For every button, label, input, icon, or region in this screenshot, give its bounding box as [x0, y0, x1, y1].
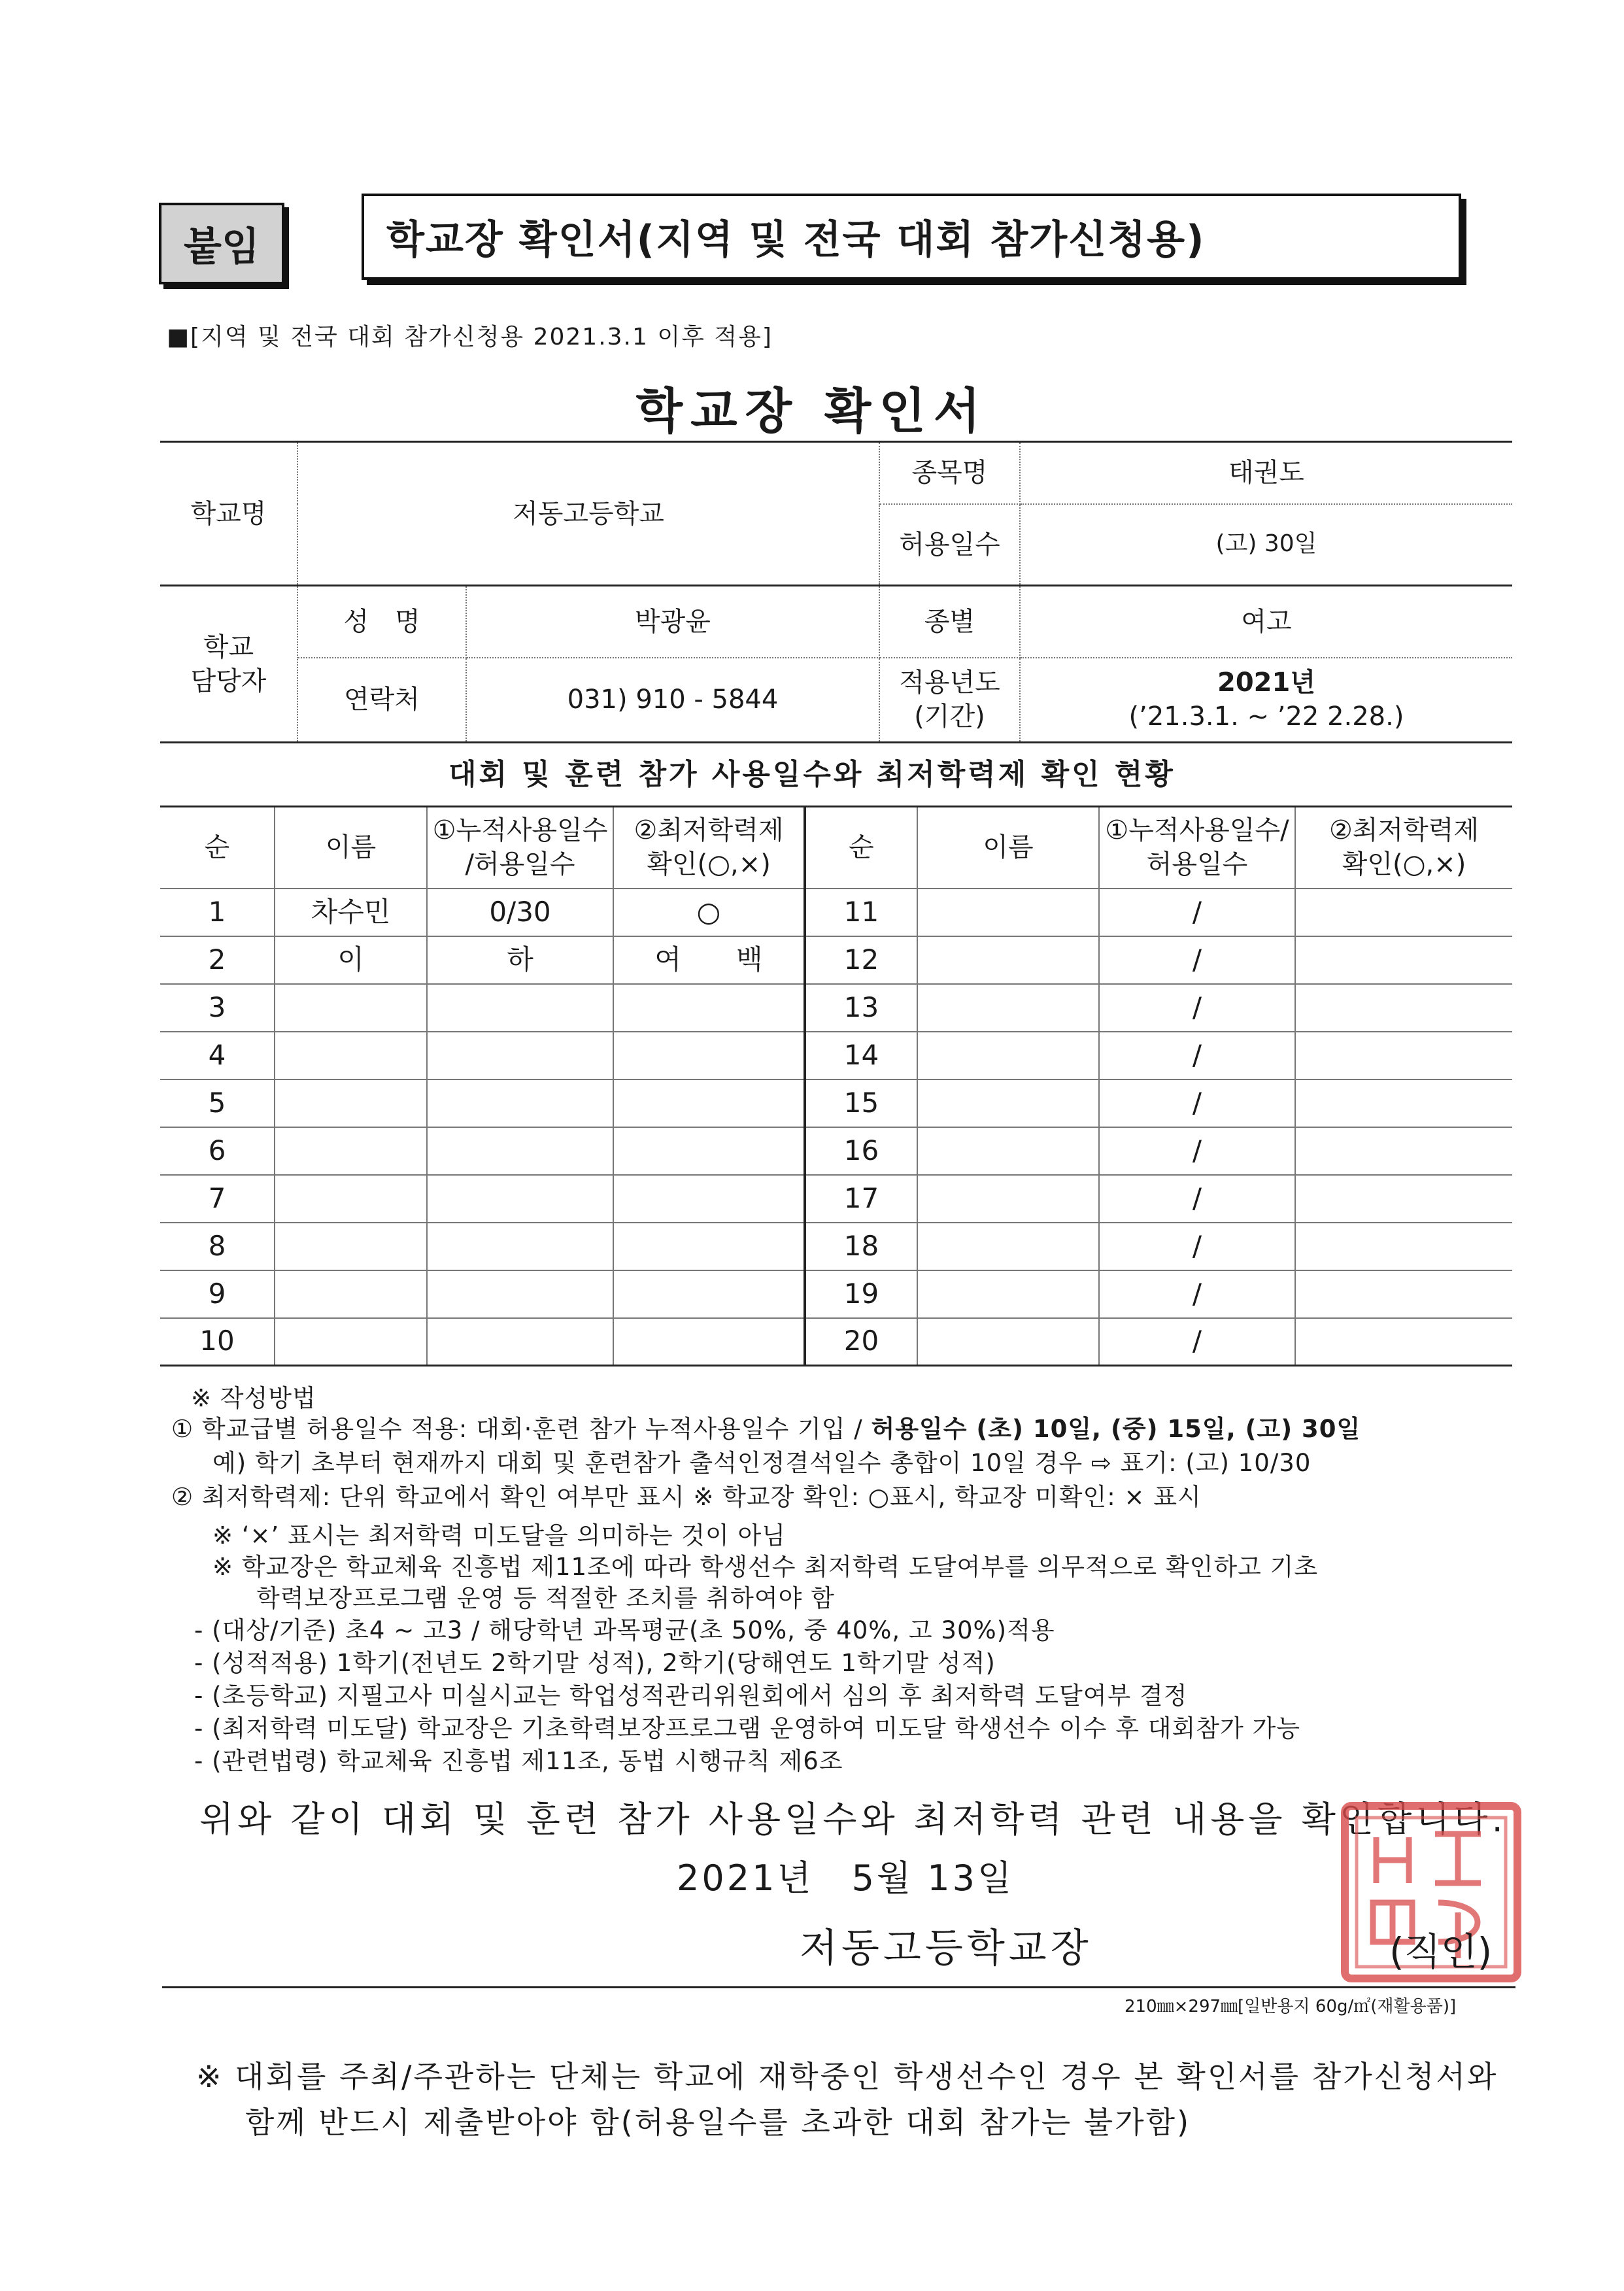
notice-line-2: 함께 반드시 제출받아야 함(허용일수를 초과한 대회 참가는 불가함) — [245, 2105, 1191, 2140]
table-row — [160, 1175, 1512, 1223]
apply-note: ■[지역 및 전국 대회 참가신청용 2021.3.1 이후 적용] — [167, 324, 773, 350]
academic-check-left — [613, 1175, 805, 1223]
academic-check-right — [1295, 1318, 1512, 1366]
days-used-left — [427, 1270, 613, 1318]
academic-check-right — [1295, 1032, 1512, 1079]
student-name-left — [275, 1175, 427, 1223]
row-number-right: 12 — [805, 936, 917, 984]
form-title-box: 학교장 확인서(지역 및 전국 대회 참가신청용) — [362, 194, 1461, 280]
student-name-left: 이 — [275, 936, 427, 984]
academic-check-right — [1295, 984, 1512, 1032]
academic-check-left — [613, 1032, 805, 1079]
row-number-left: 10 — [160, 1318, 275, 1366]
allowed-days-value: (고) 30일 — [1020, 504, 1512, 586]
row-number-left: 1 — [160, 889, 275, 936]
table-row — [160, 1079, 1512, 1127]
contact-label: 연락처 — [297, 658, 466, 743]
student-name-left — [275, 984, 427, 1032]
col-no-right: 순 — [805, 807, 917, 889]
academic-check-right — [1295, 1223, 1512, 1270]
days-used-right: / — [1099, 1175, 1295, 1223]
row-number-right: 13 — [805, 984, 917, 1032]
row-number-left: 9 — [160, 1270, 275, 1318]
academic-check-left: ○ — [613, 889, 805, 936]
period-label-line2: (기간) — [914, 702, 985, 732]
col-name-left: 이름 — [275, 807, 427, 889]
instruction-line-2: 예) 학기 초부터 현재까지 대회 및 훈련참가 출석인정결석일수 총합이 10일 경우 ⇨ 표기: (고) 10/30 — [212, 1449, 1311, 1477]
student-name-right — [917, 1079, 1099, 1127]
manager-label-line1: 학교 — [203, 632, 254, 662]
table-row — [160, 1270, 1512, 1318]
table-row — [160, 1032, 1512, 1079]
issue-date: 2021년 5월 13일 — [677, 1858, 1015, 1899]
student-name-right — [917, 889, 1099, 936]
days-used-left — [427, 1318, 613, 1366]
status-table — [160, 806, 1512, 1366]
notice-line-1: ※ 대회를 주최/주관하는 단체는 학교에 재학중인 학생선수인 경우 본 확인서를 참가신청서와 — [196, 2059, 1498, 2094]
instruction-line-1 — [171, 1409, 1361, 1444]
student-name-right — [917, 1223, 1099, 1270]
student-name-left — [275, 1223, 427, 1270]
academic-check-left — [613, 1223, 805, 1270]
instruction-line-6: 학력보장프로그램 운영 등 적절한 조치를 취하여야 함 — [256, 1584, 835, 1612]
row-number-left: 8 — [160, 1223, 275, 1270]
col-days-left — [427, 807, 613, 889]
instruction-line-11: - (관련법령) 학교체육 진흥법 제11조, 동법 시행규칙 제6조 — [194, 1747, 843, 1775]
academic-check-left — [613, 984, 805, 1032]
instruction-line-10: - (최저학력 미도달) 학교장은 기초학력보장프로그램 운영하여 미도달 학생선수 이수 후 대회참가 가능 — [194, 1714, 1301, 1742]
school-name-value: 저동고등학교 — [297, 442, 879, 586]
days-used-right: / — [1099, 984, 1295, 1032]
row-number-left: 5 — [160, 1079, 275, 1127]
table-row — [160, 889, 1512, 936]
col-no-left: 순 — [160, 807, 275, 889]
row-number-left: 7 — [160, 1175, 275, 1223]
table-row — [160, 1127, 1512, 1175]
principal-name: 저동고등학교장 — [800, 1926, 1092, 1971]
academic-check-left: 여 백 — [613, 936, 805, 984]
col-check-left-line1: ②최저학력제 — [634, 815, 784, 846]
instruction-line-3: ② 최저학력제: 단위 학교에서 확인 여부만 표시 ※ 학교장 확인: ○표시, 학교장 미확인: × 표시 — [171, 1483, 1202, 1511]
student-name-right — [917, 1032, 1099, 1079]
academic-check-left — [613, 1270, 805, 1318]
days-used-right: / — [1099, 1032, 1295, 1079]
row-number-left: 3 — [160, 984, 275, 1032]
row-number-right: 18 — [805, 1223, 917, 1270]
instruction-line-7: - (대상/기준) 초4 ~ 고3 / 해당학년 과목평균(초 50%, 중 40%, 고 30%)적용 — [194, 1616, 1055, 1644]
col-check-right — [1295, 807, 1512, 889]
allowed-days-label: 허용일수 — [879, 504, 1020, 586]
row-number-right: 16 — [805, 1127, 917, 1175]
instruction-line-1-text: ① 학교급별 허용일수 적용: 대회·훈련 참가 누적사용일수 기입 / — [171, 1415, 871, 1443]
academic-check-left — [613, 1079, 805, 1127]
row-number-right: 15 — [805, 1079, 917, 1127]
period-label — [879, 658, 1020, 743]
table-row — [160, 1318, 1512, 1366]
student-name-left — [275, 1318, 427, 1366]
student-name-left — [275, 1270, 427, 1318]
instruction-line-5: ※ 학교장은 학교체육 진흥법 제11조에 따라 학생선수 최저학력 도달여부를 의무적으로 확인하고 기초 — [212, 1553, 1319, 1581]
table-row — [160, 1223, 1512, 1270]
days-used-left: 하 — [427, 936, 613, 984]
days-used-left: 0/30 — [427, 889, 613, 936]
contact-value: 031) 910 - 5844 — [466, 658, 879, 743]
col-name-right: 이름 — [917, 807, 1099, 889]
student-name-right — [917, 984, 1099, 1032]
days-used-right: / — [1099, 936, 1295, 984]
row-number-right: 17 — [805, 1175, 917, 1223]
days-used-left — [427, 1079, 613, 1127]
academic-check-right — [1295, 1175, 1512, 1223]
manager-label-line2: 담당자 — [190, 666, 267, 696]
col-check-right-line2: 확인(○,×) — [1342, 849, 1466, 880]
instruction-line-4: ※ ‘×’ 표시는 최저학력 미도달을 의미하는 것이 아님 — [212, 1521, 786, 1550]
col-check-left — [613, 807, 805, 889]
manager-name-value: 박광윤 — [466, 586, 879, 658]
academic-check-left — [613, 1127, 805, 1175]
col-days-right-line1: ①누적사용일수/ — [1105, 815, 1289, 846]
attachment-badge: 붙임 — [159, 203, 284, 284]
student-name-left: 차수민 — [275, 889, 427, 936]
student-name-right — [917, 1175, 1099, 1223]
col-days-left-line1: ①누적사용일수 — [432, 815, 608, 846]
days-used-left — [427, 1127, 613, 1175]
row-number-right: 19 — [805, 1270, 917, 1318]
table-row — [160, 984, 1512, 1032]
sport-value: 태권도 — [1020, 442, 1512, 504]
days-used-left — [427, 1223, 613, 1270]
col-check-left-line2: 확인(○,×) — [647, 849, 771, 880]
days-used-right: / — [1099, 1223, 1295, 1270]
period-year: 2021년 — [1217, 668, 1315, 698]
student-name-right — [917, 936, 1099, 984]
student-name-left — [275, 1032, 427, 1079]
row-number-left: 4 — [160, 1032, 275, 1079]
school-name-label: 학교명 — [160, 442, 297, 586]
days-used-left — [427, 1032, 613, 1079]
manager-name-label: 성 명 — [297, 586, 466, 658]
confirmation-text: 위와 같이 대회 및 훈련 참가 사용일수와 최저학력 관련 내용을 확인합니다. — [199, 1799, 1507, 1840]
division-label: 종별 — [879, 586, 1020, 658]
period-range: (’21.3.1. ~ ’22 2.28.) — [1128, 702, 1404, 732]
period-label-line1: 적용년도 — [899, 668, 1000, 698]
days-used-right: / — [1099, 1270, 1295, 1318]
instruction-line-1-bold: 허용일수 (초) 10일, (중) 15일, (고) 30일 — [871, 1415, 1361, 1443]
row-number-right: 20 — [805, 1318, 917, 1366]
days-used-right: / — [1099, 1127, 1295, 1175]
paper-spec: 210㎜×297㎜[일반용지 60g/㎡(재활용품)] — [1125, 1997, 1457, 2016]
col-days-right-line2: 허용일수 — [1146, 849, 1248, 880]
sport-label: 종목명 — [879, 442, 1020, 504]
row-number-right: 14 — [805, 1032, 917, 1079]
col-check-right-line1: ②최저학력제 — [1328, 815, 1480, 846]
student-name-right — [917, 1318, 1099, 1366]
row-number-left: 6 — [160, 1127, 275, 1175]
student-name-left — [275, 1127, 427, 1175]
student-name-right — [917, 1127, 1099, 1175]
period-value — [1020, 658, 1512, 743]
row-number-left: 2 — [160, 936, 275, 984]
academic-check-right — [1295, 936, 1512, 984]
instruction-line-8: - (성적적용) 1학기(전년도 2학기말 성적), 2학기(당해연도 1학기말 성적) — [194, 1649, 996, 1677]
academic-check-right — [1295, 1127, 1512, 1175]
days-used-right: / — [1099, 1079, 1295, 1127]
seal-label: (직인) — [1389, 1929, 1493, 1974]
academic-check-left — [613, 1318, 805, 1366]
footer-divider — [162, 1986, 1515, 1988]
school-info-table — [160, 441, 1512, 743]
instruction-line-9: - (초등학교) 지필고사 미실시교는 학업성적관리위원회에서 심의 후 최저학력 도달여부 결정 — [194, 1682, 1188, 1710]
academic-check-right — [1295, 1270, 1512, 1318]
student-name-left — [275, 1079, 427, 1127]
page-title: 학교장 확인서 — [635, 383, 989, 439]
academic-check-right — [1295, 1079, 1512, 1127]
days-used-left — [427, 984, 613, 1032]
instructions-heading: ※ 작성방법 — [191, 1384, 316, 1412]
academic-check-right — [1295, 889, 1512, 936]
col-days-right — [1099, 807, 1295, 889]
days-used-right: / — [1099, 1318, 1295, 1366]
division-value: 여고 — [1020, 586, 1512, 658]
status-title: 대회 및 훈련 참가 사용일수와 최저학력제 확인 현황 — [448, 758, 1176, 791]
col-days-left-line2: /허용일수 — [465, 849, 575, 880]
days-used-right: / — [1099, 889, 1295, 936]
row-number-right: 11 — [805, 889, 917, 936]
table-row — [160, 936, 1512, 984]
manager-label — [160, 586, 297, 743]
student-name-right — [917, 1270, 1099, 1318]
days-used-left — [427, 1175, 613, 1223]
